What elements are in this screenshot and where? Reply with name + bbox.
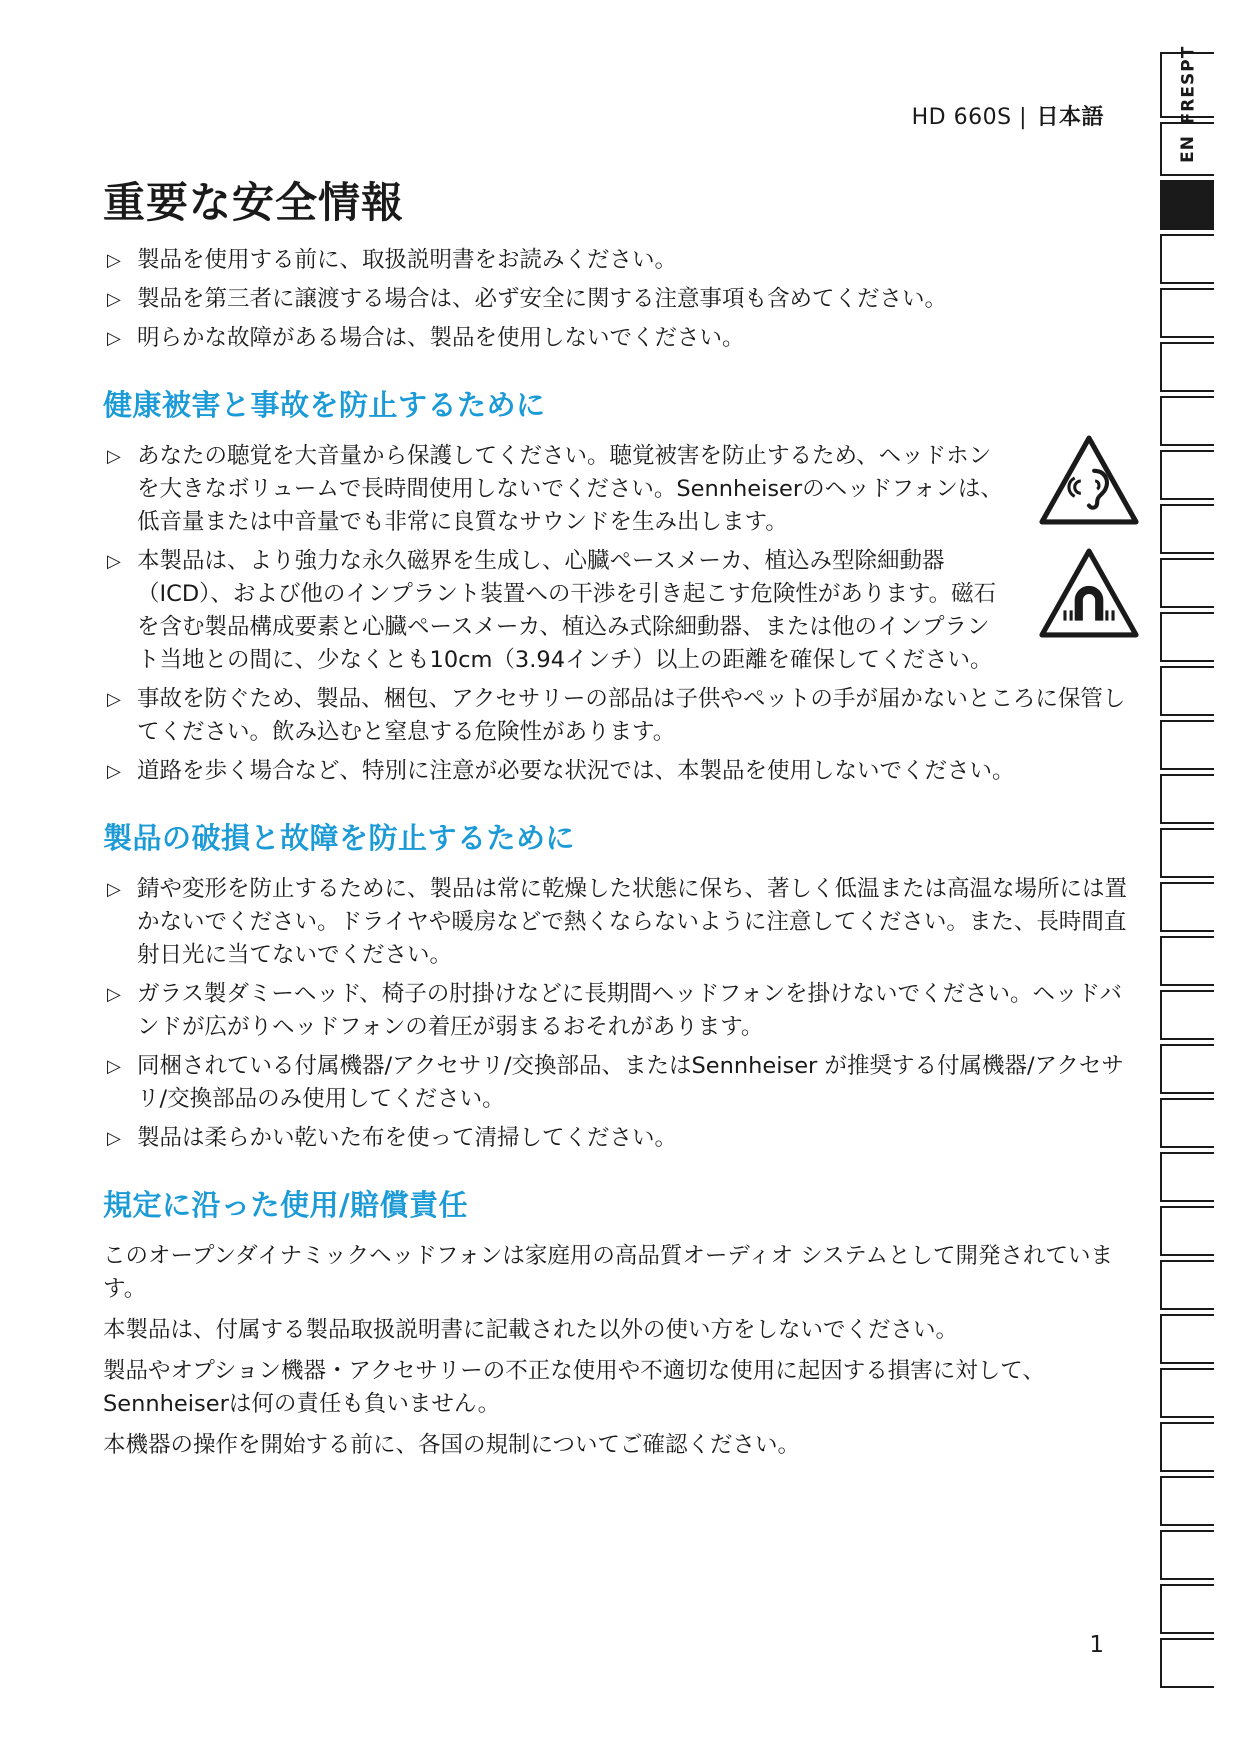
tab-empty	[1160, 1098, 1214, 1148]
tab-empty	[1160, 1422, 1214, 1472]
page-header	[912, 100, 1104, 131]
hearing-warning-icon	[1037, 434, 1141, 526]
bullet-marker: ▷	[107, 1128, 121, 1149]
tab-empty	[1160, 990, 1214, 1040]
bullet-marker: ▷	[107, 250, 121, 271]
health-list	[103, 440, 1133, 788]
tab-empty	[1160, 612, 1214, 662]
list-item: ▷ 道路を歩く場合など、特別に注意が必要な状況では、本製品を使用しないでください。	[103, 755, 1133, 788]
damage-list	[103, 873, 1133, 1155]
tab-empty	[1160, 1368, 1214, 1418]
tab-frespt: FRESPT	[1160, 52, 1214, 118]
tab-empty	[1160, 774, 1214, 824]
tab-empty	[1160, 1314, 1214, 1364]
section-heading-health: 健康被害と事故を防止するために	[103, 388, 546, 422]
list-item: ▷ 明らかな故障がある場合は、製品を使用しないでください。	[103, 322, 1133, 355]
language-label: 日本語	[1036, 105, 1104, 130]
model-name: HD 660S |	[911, 105, 1027, 130]
list-item: ▷ 本製品は、より強力な永久磁界を生成し、心臓ペースメーカ、植込み型除細動器（ICD）、および他のインプラント装置への干渉を引き起こす危険性があります。磁石を含む製品構成要素と心臓ペースメーカ、植込み式除細動器、または他のインプラント当地との間に、少なくとも10cm（3.94インチ）以上の距離を確保してください。	[103, 545, 1133, 677]
page-title: 重要な安全情報	[103, 178, 405, 227]
tab-empty	[1160, 288, 1214, 338]
tab-empty	[1160, 1044, 1214, 1094]
list-item: ▷ あなたの聴覚を大音量から保護してください。聴覚被害を防止するため、ヘッドホンを大きなボリュームで長時間使用しないでください。Sennheiserのヘッドフォンは、低音量または中音量でも非常に良質なサウンドを生み出します。	[103, 440, 1133, 539]
paragraph: 本機器の操作を開始する前に、各国の規制についてご確認ください。	[103, 1432, 801, 1458]
tab-empty	[1160, 1476, 1214, 1526]
list-item: ▷ 同梱されている付属機器/アクセサリ/交換部品、またはSennheiser が推奨する付属機器/アクセサリ/交換部品のみ使用してください。	[103, 1050, 1133, 1116]
tab-empty	[1160, 936, 1214, 986]
liability-text	[103, 1240, 1133, 1462]
list-item: ▷ 事故を防ぐため、製品、梱包、アクセサリーの部品は子供やペットの手が届かないところに保管してください。飲み込むと窒息する危険性があります。	[103, 683, 1133, 749]
bullet-marker: ▷	[107, 984, 121, 1005]
language-tab-strip	[1160, 45, 1214, 1692]
tab-empty	[1160, 1206, 1214, 1256]
tab-empty	[1160, 558, 1214, 608]
list-item: ▷ 錆や変形を防止するために、製品は常に乾燥した状態に保ち、著しく低温または高温な場所には置かないでください。ドライヤや暖房などで熱くならないように注意してください。また、長時間直射日光に当てないでください。	[103, 873, 1133, 972]
tab-empty	[1160, 1638, 1214, 1688]
tab-empty	[1160, 1260, 1214, 1310]
list-item: ▷ 製品は柔らかい乾いた布を使って清掃してください。	[103, 1122, 1133, 1155]
paragraph: 製品やオプション機器・アクセサリーの不正な使用や不適切な使用に起因する損害に対して、Sennheiserは何の責任も負いません。	[103, 1358, 1045, 1417]
tab-empty	[1160, 234, 1214, 284]
bullet-marker: ▷	[107, 328, 121, 349]
list-item: ▷ 製品を第三者に譲渡する場合は、必ず安全に関する注意事項も含めてください。	[103, 283, 1133, 316]
tab-empty	[1160, 828, 1214, 878]
tab-empty	[1160, 1530, 1214, 1580]
paragraph: このオープンダイナミックヘッドフォンは家庭用の高品質オーディオ システムとして開発されています。	[103, 1243, 1113, 1302]
tab-empty	[1160, 1152, 1214, 1202]
tab-empty	[1160, 450, 1214, 500]
tab-empty	[1160, 504, 1214, 554]
page-number: 1	[1089, 1632, 1104, 1658]
tab-empty	[1160, 396, 1214, 446]
bullet-marker: ▷	[107, 551, 121, 572]
bullet-marker: ▷	[107, 761, 121, 782]
section-heading-damage: 製品の破損と故障を防止するために	[103, 821, 576, 855]
tab-current-language	[1160, 180, 1214, 230]
bullet-marker: ▷	[107, 689, 121, 710]
tab-empty	[1160, 666, 1214, 716]
bullet-marker: ▷	[107, 446, 121, 467]
magnet-warning-icon	[1037, 547, 1141, 639]
main-content	[103, 170, 1133, 1470]
tab-en: EN	[1160, 122, 1214, 176]
intro-list	[103, 244, 1133, 355]
bullet-marker: ▷	[107, 289, 121, 310]
bullet-marker: ▷	[107, 1056, 121, 1077]
bullet-marker: ▷	[107, 879, 121, 900]
list-item: ▷ 製品を使用する前に、取扱説明書をお読みください。	[103, 244, 1133, 277]
tab-empty	[1160, 882, 1214, 932]
list-item: ▷ ガラス製ダミーヘッド、椅子の肘掛けなどに長期間ヘッドフォンを掛けないでください。ヘッドバンドが広がりヘッドフォンの着圧が弱まるおそれがあります。	[103, 978, 1133, 1044]
tab-empty	[1160, 1584, 1214, 1634]
paragraph: 本製品は、付属する製品取扱説明書に記載された以外の使い方をしないでください。	[103, 1317, 959, 1343]
tab-empty	[1160, 720, 1214, 770]
section-heading-liability: 規定に沿った使用/賠償責任	[103, 1188, 469, 1222]
tab-empty	[1160, 342, 1214, 392]
